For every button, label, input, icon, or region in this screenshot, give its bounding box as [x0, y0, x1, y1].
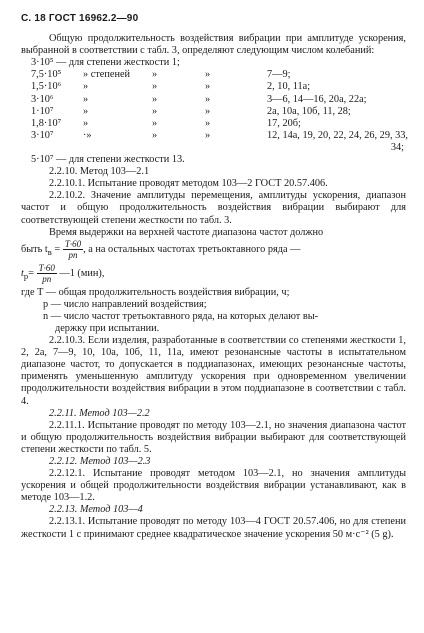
cycles-value: 1·10⁷ [31, 105, 54, 117]
ditto-mark: » [83, 105, 89, 117]
ditto-mark: ·» [83, 129, 92, 141]
cycles-value: 3·10⁷ [31, 129, 54, 141]
severity-list: 7—9; [267, 69, 291, 81]
ditto-mark: » [205, 105, 211, 117]
where-line: держку при испытании. [55, 322, 160, 334]
ditto-mark: » степеней [83, 69, 131, 81]
ditto-mark: » [152, 69, 158, 81]
paragraph-2-2-13-1: 2.2.13.1. Испытание проводят по методу 103—4 ГОСТ 20.57.406, но для степени жесткости 1 с принимают среднее квадратическое значение ускорения 50 м·с⁻² (5 g). [21, 516, 406, 540]
page-header: С. 18 ГОСТ 16962.2—90 [21, 13, 139, 24]
ditto-mark: » [205, 69, 211, 81]
fraction-numerator: T·60 [64, 238, 82, 249]
cycles-value: 7,5·10⁵ [31, 69, 62, 81]
ditto-mark: » [83, 81, 89, 93]
ditto-mark: » [152, 105, 158, 117]
formula-equals: = [28, 267, 37, 279]
where-line: p — число направлений воздействия; [43, 298, 207, 310]
cycles-row [21, 154, 406, 166]
cycles-table [21, 57, 409, 166]
section-2-2-12-title: 2.2.12. Метод 103—2.3 [49, 456, 151, 467]
paragraph-2-2-11-1: 2.2.11.1. Испытание проводят по методу 103—2.1, но значения диапазона частот и общую продолжительность воздействия вибрации выбирают для соответствующей степени жесткости по табл. 5. [21, 419, 406, 455]
hold-time-intro: Время выдержки на верхней частоте диапазона частот должно [49, 226, 324, 238]
severity-list: 2а, 10а, 10б, 11, 28; [267, 105, 351, 117]
cycles-row [21, 106, 406, 118]
cycles-row [21, 118, 406, 130]
fraction-denominator: pn [42, 273, 52, 284]
paragraph-2-2-10-1: 2.2.10.1. Испытание проводят методом 103—2 ГОСТ 20.57.406. [49, 178, 328, 190]
severity-list: 17, 20б; [267, 117, 301, 129]
section-2-2-10-title: 2.2.10. Метод 103—2.1 [49, 166, 150, 178]
ditto-mark: » [205, 129, 211, 141]
section-heading [21, 166, 406, 178]
formula-subscript: р [23, 270, 29, 281]
where-block [21, 287, 406, 335]
formula-upper-frequency [21, 239, 406, 263]
ditto-mark: » [205, 93, 211, 105]
cycles-value: 1,8·10⁷ [31, 117, 62, 129]
severity-list: 2, 10, 11а; [267, 81, 311, 93]
intro-paragraph: Общую продолжительность воздействия вибрации при амплитуде ускорения, выбранной в соответствии с табл. 3, определяют следующим числом колебаний: [21, 33, 406, 57]
cycles-value: 3·10⁵ — для степени жесткости 1; [31, 57, 180, 69]
formula-tail: , а на остальных частотах третьоктавного ряда — [83, 243, 301, 255]
ditto-mark: » [83, 93, 89, 105]
where-line: n — число частот третьоктавного ряда, на которых делают вы- [43, 310, 319, 322]
ditto-mark: » [152, 81, 158, 93]
cycles-value: 5·10⁷ — для степени жесткости 13. [31, 154, 185, 166]
cycles-row [21, 69, 406, 81]
ditto-mark: » [152, 117, 158, 129]
paragraph-2-2-12-1: 2.2.12.1. Испытание проводят методом 103—2.1, но значения амплитуды ускорения и общей продолжительности воздействия вибрации устанавливают, как в методе 103—1.2. [21, 468, 406, 504]
formula-lhs: t [21, 267, 24, 279]
fraction [63, 239, 83, 260]
ditto-mark: » [152, 93, 158, 105]
cycles-value: 1,5·10⁶ [31, 81, 62, 93]
paragraph-2-2-10-3: 2.2.10.3. Если изделия, разработанные в соответствии со степенями жесткости 1, 2, 2а, 7—9, 10, 10а, 10б, 11, 11а, имеют резонансные частоты в испытательном диапазоне частот, то допускается в поддиапазонах, имеющих резонансные частоты, применять уменьшенную амплитуду ускорения при одновременном увеличении продолжительности воздействия вибрации в этом поддиапазоне в соответствии с табл. 4. [21, 335, 406, 407]
fraction-denominator: pn [68, 249, 78, 260]
cycles-row [21, 129, 409, 142]
cycles-row [21, 94, 406, 106]
formula-equals: = [51, 243, 63, 255]
ditto-mark: » [205, 117, 211, 129]
cycles-value: 3·10⁶ [31, 93, 54, 105]
fraction-numerator: T·60 [38, 262, 55, 273]
severity-list: 12, 14а, 19, 20, 22, 24, 26, 29, 33, [267, 129, 409, 141]
formula-tail: —1 (мин), [56, 267, 105, 279]
severity-list: 3—6, 14—16, 20а, 22а; [267, 93, 367, 105]
section-2-2-13-title: 2.2.13. Метод 103—4 [49, 504, 143, 516]
ditto-mark: » [83, 117, 89, 129]
where-line: где T — общая продолжительность воздействия вибрации, ч; [21, 286, 290, 298]
paragraph-2-2-10-2: 2.2.10.2. Значение амплитуды перемещения, амплитуды ускорения, диапазон частот и общую продолжительность воздействия вибрации выбирают для соответствующей степени жесткости по табл. 3. [21, 190, 406, 226]
formula-subscript: в [47, 246, 52, 257]
formula-lhs: быть t [21, 243, 48, 255]
ditto-mark: » [152, 129, 158, 141]
fraction [37, 263, 57, 284]
cycles-row [21, 57, 406, 69]
section-2-2-11-title: 2.2.11. Метод 103—2.2 [49, 407, 150, 419]
formula-other-frequencies [21, 263, 406, 287]
cycles-row [21, 81, 406, 93]
severity-list-continuation: 34; [390, 141, 404, 153]
ditto-mark: » [205, 81, 211, 93]
